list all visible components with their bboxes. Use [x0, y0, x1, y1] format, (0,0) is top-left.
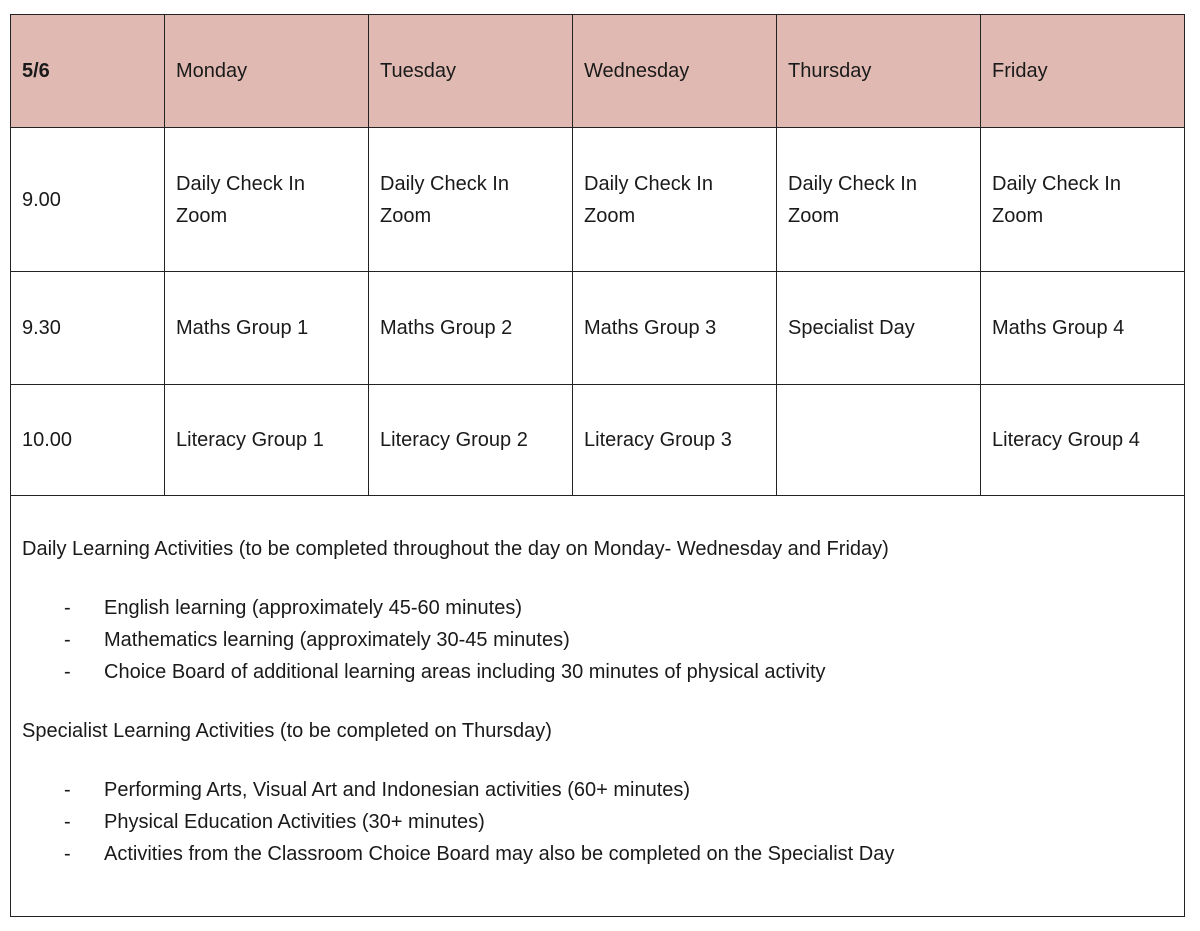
list-item [22, 656, 1173, 688]
session-platform: Zoom [992, 204, 1044, 227]
time-cell: 9.00 [11, 128, 165, 272]
table-row [11, 128, 1185, 272]
session-cell-friday: Literacy Group 4 [981, 385, 1185, 496]
session-cell-thursday: Specialist Day [777, 272, 981, 385]
session-platform: Zoom [788, 204, 840, 227]
session-title: Daily Check In [992, 172, 1121, 195]
session-platform: Zoom [584, 204, 636, 227]
table-row [11, 272, 1185, 385]
year-level-label: 5/6 [11, 15, 165, 128]
specialist-activities-list [22, 774, 1173, 870]
bullet-dash: - [64, 843, 71, 865]
header-row [11, 15, 1185, 128]
session-cell-tuesday: Literacy Group 2 [369, 385, 573, 496]
bullet-dash: - [64, 629, 71, 651]
session-title: Daily Check In [380, 172, 509, 195]
session-cell-friday: Maths Group 4 [981, 272, 1185, 385]
session-title: Daily Check In [584, 172, 713, 195]
session-title: Daily Check In [176, 172, 305, 195]
time-cell: 9.30 [11, 272, 165, 385]
list-item-text: Choice Board of additional learning areas including 30 minutes of physical activity [104, 661, 826, 683]
bullet-dash: - [64, 597, 71, 619]
list-item [22, 838, 1173, 870]
day-header-monday: Monday [165, 15, 369, 128]
session-cell-tuesday: Maths Group 2 [369, 272, 573, 385]
list-item-text: Physical Education Activities (30+ minutes) [104, 811, 485, 833]
session-cell-thursday [777, 128, 981, 272]
list-item [22, 624, 1173, 656]
bullet-dash: - [64, 779, 71, 801]
time-cell: 10.00 [11, 385, 165, 496]
session-cell-monday: Literacy Group 1 [165, 385, 369, 496]
list-item [22, 592, 1173, 624]
session-cell-friday [981, 128, 1185, 272]
list-item-text: Activities from the Classroom Choice Board may also be completed on the Specialist Day [104, 843, 895, 865]
day-header-tuesday: Tuesday [369, 15, 573, 128]
timetable [10, 14, 1185, 917]
bullet-dash: - [64, 661, 71, 683]
list-item [22, 774, 1173, 806]
list-item-text: Performing Arts, Visual Art and Indonesian activities (60+ minutes) [104, 779, 691, 801]
daily-activities-list [22, 592, 1173, 688]
daily-activities-heading: Daily Learning Activities (to be completed throughout the day on Monday- Wednesday and Friday) [22, 538, 889, 560]
session-cell-monday [165, 128, 369, 272]
day-header-thursday: Thursday [777, 15, 981, 128]
bullet-dash: - [64, 811, 71, 833]
session-cell-thursday [777, 385, 981, 496]
learning-activities-notes [11, 496, 1185, 917]
table-row [11, 385, 1185, 496]
day-header-wednesday: Wednesday [573, 15, 777, 128]
session-title: Daily Check In [788, 172, 917, 195]
session-cell-monday: Maths Group 1 [165, 272, 369, 385]
notes-row [11, 496, 1185, 917]
session-cell-wednesday: Maths Group 3 [573, 272, 777, 385]
session-platform: Zoom [176, 204, 228, 227]
list-item-text: Mathematics learning (approximately 30-45 minutes) [104, 629, 570, 651]
day-header-friday: Friday [981, 15, 1185, 128]
list-item-text: English learning (approximately 45-60 minutes) [104, 597, 522, 619]
session-cell-tuesday [369, 128, 573, 272]
specialist-activities-heading: Specialist Learning Activities (to be completed on Thursday) [22, 720, 552, 742]
session-platform: Zoom [380, 204, 432, 227]
session-cell-wednesday: Literacy Group 3 [573, 385, 777, 496]
session-cell-wednesday [573, 128, 777, 272]
list-item [22, 806, 1173, 838]
